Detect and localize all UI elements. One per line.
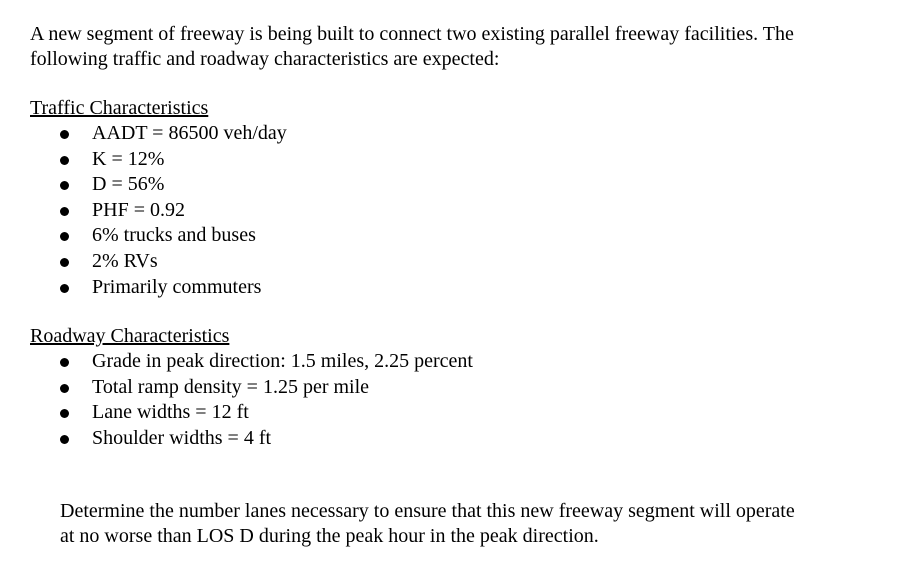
traffic-characteristics-list: [0, 121, 287, 300]
intro-line-2: following traffic and roadway characteristics are expected:: [30, 48, 500, 70]
list-item: [0, 223, 287, 249]
list-item-text: Total ramp density = 1.25 per mile: [92, 375, 370, 398]
list-item-text: Primarily commuters: [92, 275, 262, 298]
bullet-icon: [60, 156, 69, 165]
bullet-icon: [60, 358, 69, 367]
list-item-text: AADT = 86500 veh/day: [92, 122, 287, 144]
list-item: [0, 249, 287, 275]
list-item-text: 2% RVs: [92, 249, 158, 272]
list-item: [0, 275, 287, 301]
bullet-icon: [60, 384, 69, 393]
task-paragraph: [60, 499, 860, 549]
task-line-1: Determine the number lanes necessary to ensure that this new freeway segment will operate: [60, 500, 795, 522]
list-item-text: 6% trucks and buses: [92, 224, 256, 247]
intro-paragraph: [30, 22, 860, 72]
traffic-characteristics-heading: Traffic Characteristics: [30, 97, 209, 119]
bullet-icon: [60, 232, 69, 241]
bullet-icon: [60, 284, 69, 293]
list-item: [0, 172, 287, 198]
bullet-icon: [60, 207, 69, 216]
list-item: [0, 400, 473, 426]
list-item-text: Grade in peak direction: 1.5 miles, 2.25 percent: [92, 350, 473, 372]
roadway-characteristics-list: [0, 349, 473, 451]
list-item-text: PHF = 0.92: [92, 198, 185, 221]
bullet-icon: [60, 435, 69, 444]
list-item: [0, 349, 473, 375]
list-item-text: Shoulder widths = 4 ft: [92, 426, 272, 449]
roadway-characteristics-heading: Roadway Characteristics: [30, 325, 230, 347]
list-item: [0, 375, 473, 401]
list-item: [0, 198, 287, 224]
list-item-text: Lane widths = 12 ft: [92, 401, 249, 424]
list-item: [0, 426, 473, 452]
list-item: [0, 121, 287, 147]
list-item: [0, 147, 287, 173]
bullet-icon: [60, 258, 69, 267]
list-item-text: K = 12%: [92, 147, 165, 170]
task-line-2: at no worse than LOS D during the peak hour in the peak direction.: [60, 525, 599, 547]
list-item-text: D = 56%: [92, 173, 165, 196]
intro-line-1: A new segment of freeway is being built to connect two existing parallel freeway facilities. The: [30, 23, 794, 45]
bullet-icon: [60, 181, 69, 190]
bullet-icon: [60, 130, 69, 139]
bullet-icon: [60, 409, 69, 418]
